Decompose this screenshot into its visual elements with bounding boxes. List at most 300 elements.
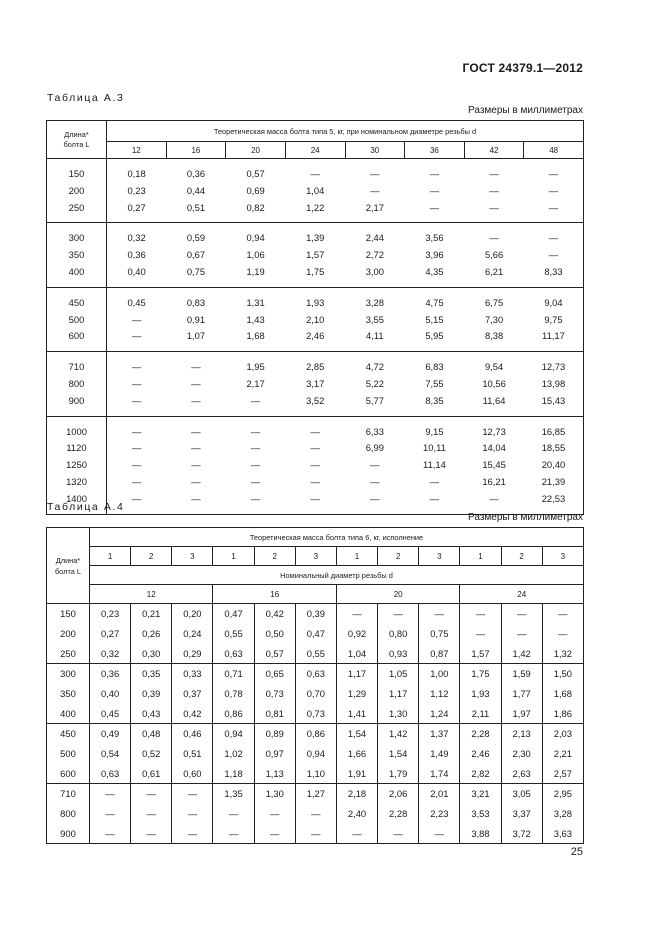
value-cell: 0,75 <box>419 624 460 644</box>
length-cell: 710 <box>47 352 107 376</box>
value-cell: 0,94 <box>213 724 254 744</box>
value-cell: 15,45 <box>482 459 506 471</box>
value-cell: 11,64 <box>482 394 506 406</box>
length-cell: 350 <box>47 247 107 264</box>
value-cell: 1,41 <box>336 704 377 724</box>
value-cell: — <box>250 475 261 487</box>
value-cell: 3,21 <box>460 784 501 804</box>
execution-header: 1 <box>213 547 254 566</box>
value-cell: — <box>250 442 261 454</box>
value-cell: 0,71 <box>213 664 254 684</box>
value-cell: 7,55 <box>425 377 444 389</box>
value-cell: 0,57 <box>254 644 295 664</box>
value-cell: 13,98 <box>541 377 566 389</box>
table-a3-caption: Таблица А.3 <box>47 92 125 104</box>
table-row <box>47 416 584 440</box>
value-cell: 1,07 <box>186 330 206 342</box>
value-cell: 0,27 <box>127 201 146 213</box>
length-cell: 150 <box>47 159 107 183</box>
table-row <box>47 440 584 457</box>
value-cell: 1,86 <box>542 704 583 724</box>
value-cell: 0,36 <box>90 664 131 684</box>
value-cell: 18,55 <box>541 442 566 454</box>
value-cell: 20,40 <box>541 459 566 471</box>
value-cell: 15,43 <box>541 394 566 406</box>
row-header-line2: болта L <box>54 566 82 576</box>
value-cell: 0,57 <box>246 168 265 179</box>
value-cell: — <box>524 223 584 247</box>
value-cell: — <box>378 824 419 844</box>
value-cell: 2,06 <box>378 784 419 804</box>
value-cell: 0,51 <box>186 201 206 213</box>
value-cell: 1,93 <box>285 287 345 311</box>
column-title: Теоретическая масса болта типа 5, кг, при номинальном диаметре резьбы d <box>107 121 584 142</box>
length-cell: 710 <box>47 784 90 804</box>
value-cell: 1,32 <box>542 644 583 664</box>
value-cell: — <box>90 824 131 844</box>
value-cell: 0,55 <box>295 644 336 664</box>
table-row <box>47 393 584 416</box>
value-cell: — <box>542 624 583 644</box>
value-cell: 1,06 <box>246 249 265 261</box>
value-cell: 0,37 <box>172 684 213 704</box>
table-row <box>47 264 584 287</box>
value-cell: 1,74 <box>419 764 460 784</box>
value-cell: 10,11 <box>423 442 446 454</box>
value-cell: 0,52 <box>131 744 172 764</box>
value-cell: 1,02 <box>213 744 254 764</box>
diameter-header: 20 <box>336 585 459 604</box>
value-cell: 0,42 <box>254 604 295 624</box>
value-cell: 1,18 <box>213 764 254 784</box>
table-row <box>47 704 584 724</box>
value-cell: 8,38 <box>484 330 504 342</box>
value-cell: 1,75 <box>306 265 325 277</box>
value-cell: 0,67 <box>186 249 206 261</box>
value-cell: 0,73 <box>254 684 295 704</box>
value-cell: — <box>166 416 226 440</box>
table-a4-units: Размеры в миллиметрах <box>468 512 583 523</box>
value-cell: 0,26 <box>131 624 172 644</box>
value-cell: — <box>489 201 499 213</box>
value-cell: — <box>172 824 213 844</box>
value-cell: — <box>90 784 131 804</box>
value-cell: 0,39 <box>295 604 336 624</box>
value-cell: 2,11 <box>460 704 501 724</box>
value-cell: 0,20 <box>172 604 213 624</box>
diameter-header: 16 <box>166 142 226 159</box>
table-row <box>47 474 584 491</box>
value-cell: 1,31 <box>226 287 286 311</box>
value-cell: 1,75 <box>460 664 501 684</box>
value-cell: 0,78 <box>213 684 254 704</box>
value-cell: — <box>191 442 201 454</box>
value-cell: — <box>131 784 172 804</box>
length-cell: 350 <box>60 687 76 699</box>
value-cell: 1,95 <box>226 352 286 376</box>
value-cell: 0,63 <box>213 644 254 664</box>
row-header-line2: болта L <box>63 139 90 149</box>
diameter-title: Номинальный диаметр резьбы d <box>90 566 584 585</box>
value-cell: 6,33 <box>345 416 405 440</box>
value-cell: 0,45 <box>107 287 167 311</box>
value-cell: — <box>548 249 559 261</box>
value-cell: 0,97 <box>254 744 295 764</box>
table-row <box>47 664 584 684</box>
value-cell: — <box>191 459 201 471</box>
value-cell: 2,10 <box>306 313 325 325</box>
execution-header: 3 <box>172 547 213 566</box>
page-number: 25 <box>570 846 583 858</box>
length-cell: 1250 <box>47 457 107 474</box>
value-cell: 0,86 <box>213 704 254 724</box>
length-cell: 300 <box>47 664 90 684</box>
value-cell: — <box>310 492 320 504</box>
table-row <box>47 624 584 644</box>
length-cell: 800 <box>47 376 107 393</box>
execution-header: 1 <box>336 547 377 566</box>
value-cell: 0,23 <box>127 184 146 196</box>
value-cell: 0,48 <box>131 724 172 744</box>
value-cell: 1,57 <box>306 249 325 261</box>
value-cell: 1,30 <box>378 704 419 724</box>
value-cell: — <box>213 824 254 844</box>
length-cell: 600 <box>47 328 107 351</box>
table-row <box>47 491 584 514</box>
table-row <box>47 744 584 764</box>
value-cell: 1,05 <box>378 664 419 684</box>
length-cell: 200 <box>47 183 107 200</box>
table-row <box>47 784 584 804</box>
row-header-line1: Длина* <box>55 555 81 565</box>
value-cell: — <box>131 804 172 824</box>
diameter-header: 12 <box>90 585 213 604</box>
length-cell: 250 <box>47 200 107 223</box>
value-cell: 0,63 <box>90 764 131 784</box>
value-cell: — <box>131 313 142 325</box>
value-cell: — <box>295 824 336 844</box>
value-cell: 0,51 <box>172 744 213 764</box>
value-cell: — <box>460 604 501 624</box>
value-cell: — <box>429 492 440 504</box>
row-header <box>47 121 107 159</box>
value-cell: 0,32 <box>90 644 131 664</box>
value-cell: 3,96 <box>425 249 444 261</box>
value-cell: 12,73 <box>464 416 524 440</box>
value-cell: 16,85 <box>524 416 584 440</box>
value-cell: 0,55 <box>213 624 254 644</box>
length-cell: 400 <box>47 264 107 287</box>
value-cell: — <box>310 475 320 487</box>
value-cell: 1,12 <box>419 684 460 704</box>
table-row <box>47 247 584 264</box>
value-cell: 0,39 <box>131 684 172 704</box>
table-row <box>47 804 584 824</box>
value-cell: 9,75 <box>544 313 563 325</box>
length-cell: 150 <box>60 608 76 619</box>
value-cell: — <box>254 804 295 824</box>
table-a3-units: Размеры в миллиметрах <box>468 105 583 116</box>
length-cell: 1120 <box>47 440 107 457</box>
value-cell: 1,27 <box>295 784 336 804</box>
value-cell: 2,95 <box>542 784 583 804</box>
execution-header: 2 <box>131 547 172 566</box>
standard-number: ГОСТ 24379.1—2012 <box>462 61 583 75</box>
value-cell: 2,82 <box>460 764 501 784</box>
value-cell: 1,50 <box>542 664 583 684</box>
value-cell: 1,68 <box>246 330 265 342</box>
value-cell: — <box>548 201 559 213</box>
value-cell: — <box>378 604 419 624</box>
value-cell: 1,17 <box>336 664 377 684</box>
value-cell: 22,53 <box>541 492 566 504</box>
length-cell: 300 <box>47 223 107 247</box>
diameter-header: 48 <box>524 142 584 159</box>
value-cell: — <box>191 492 201 504</box>
value-cell: 11,17 <box>542 330 565 342</box>
value-cell: 4,75 <box>405 287 465 311</box>
value-cell: — <box>191 377 201 389</box>
value-cell: 0,29 <box>172 644 213 664</box>
value-cell: 1,54 <box>336 724 377 744</box>
value-cell: 9,54 <box>464 352 524 376</box>
row-header <box>47 528 90 604</box>
value-cell: 0,42 <box>172 704 213 724</box>
value-cell: 9,15 <box>405 416 465 440</box>
value-cell: — <box>310 459 320 471</box>
value-cell: 6,99 <box>365 442 384 454</box>
value-cell: 0,49 <box>90 724 131 744</box>
table-row <box>47 159 584 183</box>
value-cell: 2,46 <box>460 744 501 764</box>
value-cell: 1,30 <box>254 784 295 804</box>
value-cell: — <box>501 604 542 624</box>
length-cell: 800 <box>60 807 76 819</box>
value-cell: 0,40 <box>127 265 146 277</box>
table-row <box>47 328 584 351</box>
diameter-header: 30 <box>345 142 405 159</box>
value-cell: 0,82 <box>246 201 265 213</box>
value-cell: 2,63 <box>501 764 542 784</box>
value-cell: 2,57 <box>542 764 583 784</box>
value-cell: 0,60 <box>172 764 213 784</box>
value-cell: 1,19 <box>246 265 265 277</box>
table-row <box>47 604 584 624</box>
value-cell: 2,46 <box>306 330 325 342</box>
value-cell: 21,39 <box>541 475 566 487</box>
value-cell: — <box>172 784 213 804</box>
value-cell: 0,40 <box>90 684 131 704</box>
diameter-header: 20 <box>226 142 286 159</box>
value-cell: — <box>131 394 142 406</box>
table-row <box>47 764 584 784</box>
value-cell: 2,28 <box>460 724 501 744</box>
value-cell: 3,00 <box>365 265 384 277</box>
value-cell: — <box>107 416 167 440</box>
value-cell: 3,53 <box>460 804 501 824</box>
table-row <box>47 223 584 247</box>
value-cell: — <box>370 168 380 179</box>
value-cell: 1,00 <box>419 664 460 684</box>
value-cell: 8,35 <box>425 394 444 406</box>
value-cell: — <box>226 416 286 440</box>
value-cell: 5,95 <box>425 330 444 342</box>
value-cell: — <box>464 223 524 247</box>
value-cell: — <box>489 492 499 504</box>
value-cell: — <box>191 475 201 487</box>
value-cell: 0,94 <box>295 744 336 764</box>
value-cell: 1,49 <box>419 744 460 764</box>
value-cell: 1,66 <box>336 744 377 764</box>
value-cell: — <box>191 394 201 406</box>
execution-header: 3 <box>295 547 336 566</box>
value-cell: 0,23 <box>90 604 131 624</box>
value-cell: 4,35 <box>425 265 444 277</box>
value-cell: 0,80 <box>378 624 419 644</box>
length-cell: 450 <box>47 724 90 744</box>
value-cell: — <box>310 168 320 179</box>
value-cell: 5,22 <box>365 377 384 389</box>
table-row <box>47 644 584 664</box>
value-cell: 3,88 <box>460 824 501 844</box>
value-cell: 1,39 <box>285 223 345 247</box>
value-cell: 3,17 <box>306 377 325 389</box>
value-cell: 2,17 <box>246 377 265 389</box>
value-cell: 1,24 <box>419 704 460 724</box>
value-cell: 5,66 <box>484 249 504 261</box>
execution-header: 3 <box>542 547 583 566</box>
value-cell: — <box>310 442 320 454</box>
value-cell: 6,75 <box>464 287 524 311</box>
value-cell: 12,73 <box>524 352 584 376</box>
value-cell: 0,63 <box>295 664 336 684</box>
value-cell: — <box>429 201 440 213</box>
value-cell: 1,54 <box>378 744 419 764</box>
value-cell: 1,91 <box>336 764 377 784</box>
length-cell: 250 <box>60 647 76 659</box>
value-cell: 9,04 <box>524 287 584 311</box>
value-cell: — <box>213 804 254 824</box>
value-cell: — <box>542 604 583 624</box>
value-cell: 1,97 <box>501 704 542 724</box>
value-cell: 5,77 <box>365 394 384 406</box>
value-cell: 0,35 <box>131 664 172 684</box>
value-cell: 1,77 <box>501 684 542 704</box>
table-row <box>47 287 584 311</box>
value-cell: 1,59 <box>501 664 542 684</box>
value-cell: — <box>250 394 261 406</box>
execution-header: 2 <box>378 547 419 566</box>
value-cell: — <box>166 352 226 376</box>
value-cell: 0,75 <box>186 265 206 277</box>
execution-header: 2 <box>254 547 295 566</box>
value-cell: — <box>370 184 380 196</box>
value-cell: — <box>370 492 380 504</box>
value-cell: 1,37 <box>419 724 460 744</box>
value-cell: 14,04 <box>482 442 506 454</box>
value-cell: — <box>131 475 142 487</box>
value-cell: 0,59 <box>166 223 226 247</box>
value-cell: 3,52 <box>306 394 325 406</box>
value-cell: — <box>336 604 377 624</box>
value-cell: 0,89 <box>254 724 295 744</box>
value-cell: 1,42 <box>378 724 419 744</box>
value-cell: 2,72 <box>365 249 384 261</box>
value-cell: — <box>429 168 440 179</box>
value-cell: 0,21 <box>131 604 172 624</box>
value-cell: 1,10 <box>295 764 336 784</box>
execution-header: 1 <box>460 547 501 566</box>
value-cell: 0,44 <box>186 184 206 196</box>
diameter-header: 36 <box>405 142 465 159</box>
value-cell: — <box>131 330 142 342</box>
value-cell: 0,24 <box>172 624 213 644</box>
value-cell: 1,17 <box>378 684 419 704</box>
value-cell: 0,73 <box>295 704 336 724</box>
length-cell: 1400 <box>47 491 107 514</box>
value-cell: 0,94 <box>226 223 286 247</box>
value-cell: 3,28 <box>542 804 583 824</box>
value-cell: 0,91 <box>186 313 206 325</box>
table-row <box>47 183 584 200</box>
value-cell: 2,85 <box>285 352 345 376</box>
value-cell: — <box>90 804 131 824</box>
value-cell: 7,30 <box>484 313 504 325</box>
value-cell: 1,04 <box>336 644 377 664</box>
value-cell: — <box>429 475 440 487</box>
value-cell: 3,56 <box>405 223 465 247</box>
value-cell: 6,83 <box>405 352 465 376</box>
length-cell: 900 <box>47 393 107 416</box>
length-cell: 400 <box>60 707 76 719</box>
value-cell: 0,87 <box>419 644 460 664</box>
value-cell: 0,27 <box>90 624 131 644</box>
value-cell: — <box>254 824 295 844</box>
value-cell: — <box>370 475 380 487</box>
value-cell: — <box>429 184 440 196</box>
table-row <box>47 724 584 744</box>
value-cell: 11,14 <box>423 459 446 471</box>
value-cell: 2,03 <box>542 724 583 744</box>
value-cell: 0,33 <box>172 664 213 684</box>
value-cell: — <box>250 459 261 471</box>
value-cell: — <box>501 624 542 644</box>
value-cell: 2,28 <box>378 804 419 824</box>
value-cell: 5,15 <box>425 313 444 325</box>
execution-header: 3 <box>419 547 460 566</box>
length-cell: 200 <box>60 627 76 639</box>
table-row <box>47 200 584 223</box>
value-cell: 0,54 <box>90 744 131 764</box>
value-cell: 0,30 <box>131 644 172 664</box>
length-cell: 900 <box>60 827 76 839</box>
value-cell: 0,61 <box>131 764 172 784</box>
diameter-header: 24 <box>460 585 584 604</box>
table-a4 <box>46 527 584 844</box>
row-header-line1: Длина* <box>64 129 89 139</box>
value-cell: 10,56 <box>482 377 506 389</box>
value-cell: — <box>419 824 460 844</box>
value-cell: 0,70 <box>295 684 336 704</box>
column-title: Теоретическая масса болта типа 6, кг, исполнение <box>90 528 584 547</box>
diameter-header: 12 <box>107 142 167 159</box>
value-cell: — <box>460 624 501 644</box>
value-cell: 1,79 <box>378 764 419 784</box>
value-cell: 1,42 <box>501 644 542 664</box>
value-cell: 0,69 <box>246 184 265 196</box>
value-cell: 0,45 <box>90 704 131 724</box>
value-cell: 0,83 <box>166 287 226 311</box>
